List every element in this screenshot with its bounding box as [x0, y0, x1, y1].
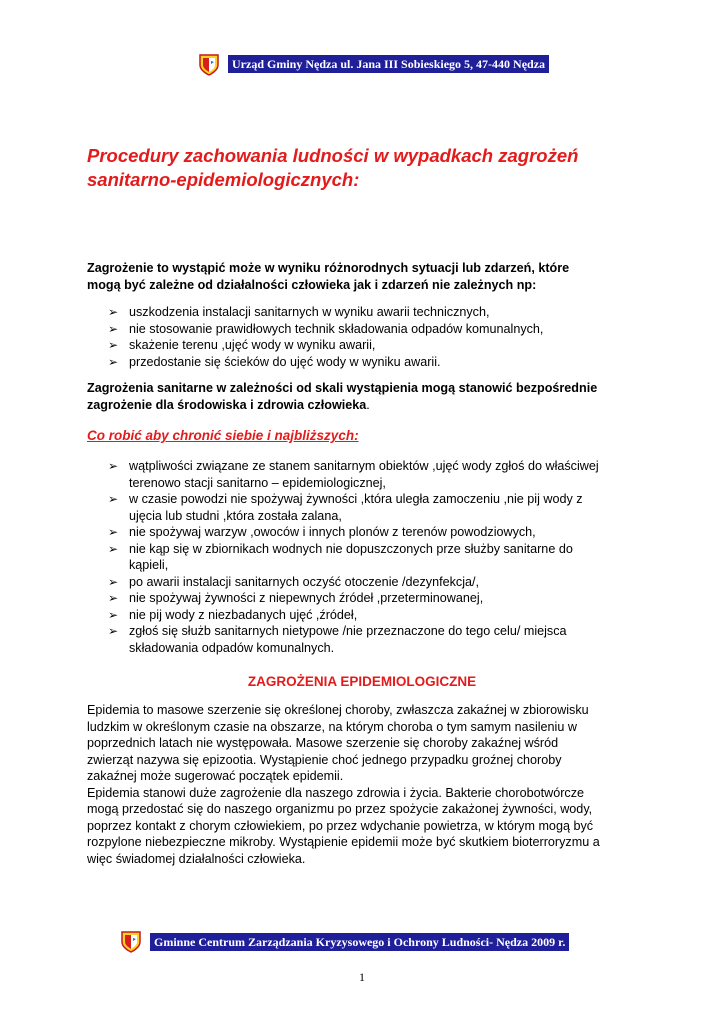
list-item	[108, 541, 648, 574]
intro-line-2: mogą być zależne od działalności człowieka jak i zdarzeń nie zależnych np:	[87, 277, 537, 292]
arrowhead-bullet-icon: ➢	[108, 607, 119, 622]
paragraph-line: więc świadomej działalności człowieka.	[87, 851, 306, 866]
paragraph-line: rozpylone niebezpieczne mikroby. Wystąpienie epidemii może być skutkiem bioterroryzmu a	[87, 835, 600, 849]
section-heading: ZAGROŻENIA EPIDEMIOLOGICZNE	[247, 674, 477, 689]
arrowhead-bullet-icon: ➢	[108, 591, 119, 605]
paragraph-line: mogą przedostać się do naszego organizmu po przez spożycie zakażonej żywności, wody,	[87, 802, 593, 816]
page-title	[87, 144, 667, 192]
arrowhead-bullet-icon: ➢	[108, 525, 119, 539]
coat-of-arms-icon	[120, 930, 142, 954]
paragraph-line: poprzez kontakt z chorym człowiekiem, po przez wdychanie powietrza, w którym mogą być	[87, 818, 594, 833]
paragraph-line: Epidemia stanowi duże zagrożenie dla naszego zdrowia i życia. Bakterie chorobotwórcze	[87, 785, 585, 800]
epidemic-paragraph	[87, 702, 647, 867]
paragraph-line: zwierząt nazywa się epizootia. Wystąpienie choć jednego przypadku groźnej choroby	[87, 752, 562, 767]
list-item	[108, 491, 648, 524]
arrowhead-bullet-icon: ➢	[108, 624, 119, 638]
list-item	[108, 574, 648, 591]
list-item-line: w czasie powodzi nie spożywaj żywności ,która uległa zamoczeniu ,nie pij wody z	[129, 492, 583, 506]
list-item-line: nie kąp się w zbiornikach wodnych nie dopuszczonych prze służby sanitarne do	[129, 541, 573, 556]
list-item	[108, 354, 648, 371]
list-item-line: nie spożywaj warzyw ,owoców i innych plonów z terenów powodziowych,	[129, 525, 536, 539]
list-item	[108, 337, 648, 354]
arrowhead-bullet-icon: ➢	[108, 321, 119, 336]
list-item-line: terenowo stacji sanitarno – epidemiologicznej,	[129, 475, 386, 490]
header-banner: Urząd Gminy Nędza ul. Jana III Sobieskiego 5, 47-440 Nędza	[228, 55, 549, 73]
list-item-line: zgłoś się służb sanitarnych nietypowe /nie przeznaczone do tego celu/ miejsca	[129, 624, 567, 638]
arrowhead-bullet-icon: ➢	[108, 305, 119, 319]
list-item-line: składowania odpadów komunalnych.	[129, 640, 335, 655]
intro-line-1: Zagrożenie to wystąpić może w wyniku różnorodnych sytuacji lub zdarzeń, które	[87, 261, 570, 275]
list-item	[108, 590, 648, 607]
list-item-line: nie pij wody z niezbadanych ujęć ,źródeł,	[129, 607, 358, 622]
list-item-line: nie spożywaj żywności z niepewnych źródeł ,przeterminowanej,	[129, 591, 484, 605]
arrowhead-bullet-icon: ➢	[108, 574, 119, 589]
threat-period: .	[366, 397, 370, 412]
list-item-line: kąpieli,	[129, 558, 169, 572]
list-item-line: ujęcia lub studni ,która została zalana,	[129, 508, 342, 523]
paragraph-line: Epidemia to masowe szerzenie się określonej choroby, zwłaszcza zakaźnej w zbiorowisku	[87, 703, 589, 717]
title-line-1: Procedury zachowania ludności w wypadkach zagrożeń	[87, 145, 579, 166]
arrowhead-bullet-icon: ➢	[108, 541, 119, 556]
list-item-text: uszkodzenia instalacji sanitarnych w wyniku awarii technicznych,	[129, 305, 490, 319]
arrowhead-bullet-icon: ➢	[108, 338, 119, 352]
title-line-2: sanitarno-epidemiologicznych:	[87, 169, 360, 190]
list-item-line: wątpliwości związane ze stanem sanitarnym obiektów ,ujęć wody zgłoś do właściwej	[129, 459, 599, 473]
list-item	[108, 524, 648, 541]
threat-paragraph	[87, 380, 647, 413]
protection-list	[108, 458, 648, 656]
footer-banner: Gminne Centrum Zarządzania Kryzysowego i Ochrony Ludności- Nędza 2009 r.	[150, 933, 569, 951]
list-item	[108, 458, 648, 491]
list-item-text: przedostanie się ścieków do ujęć wody w wyniku awarii.	[129, 354, 441, 369]
intro-paragraph	[87, 260, 647, 293]
list-item	[108, 623, 648, 656]
arrowhead-bullet-icon: ➢	[108, 492, 119, 506]
list-item	[108, 607, 648, 624]
coat-of-arms-icon	[198, 53, 220, 77]
threat-line-1: Zagrożenia sanitarne w zależności od skali wystąpienia mogą stanowić bezpośrednie	[87, 381, 598, 395]
threat-line-2: zagrożenie dla środowiska i zdrowia człowieka	[87, 397, 367, 412]
arrowhead-bullet-icon: ➢	[108, 459, 119, 473]
list-item-text: nie stosowanie prawidłowych technik składowania odpadów komunalnych,	[129, 321, 544, 336]
arrowhead-bullet-icon: ➢	[108, 354, 119, 369]
list-item-line: po awarii instalacji sanitarnych oczyść otoczenie /dezynfekcja/,	[129, 574, 479, 589]
paragraph-line: poprzednich latach nie występowała. Masowe szerzenie się choroby zakaźnej wśród	[87, 736, 559, 750]
protection-subheading: Co robić aby chronić siebie i najbliższych:	[87, 428, 359, 443]
hazard-sources-list	[108, 304, 648, 370]
list-item-text: skażenie terenu ,ujęć wody w wyniku awarii,	[129, 338, 376, 352]
list-item	[108, 304, 648, 321]
paragraph-line: zakaźnej może sugerować początek epidemii.	[87, 769, 344, 783]
paragraph-line: ludzkim w określonym czasie na obszarze, na którym choroba o tym samym nasileniu w	[87, 719, 577, 734]
page-number: 1	[359, 970, 365, 984]
list-item	[108, 321, 648, 338]
